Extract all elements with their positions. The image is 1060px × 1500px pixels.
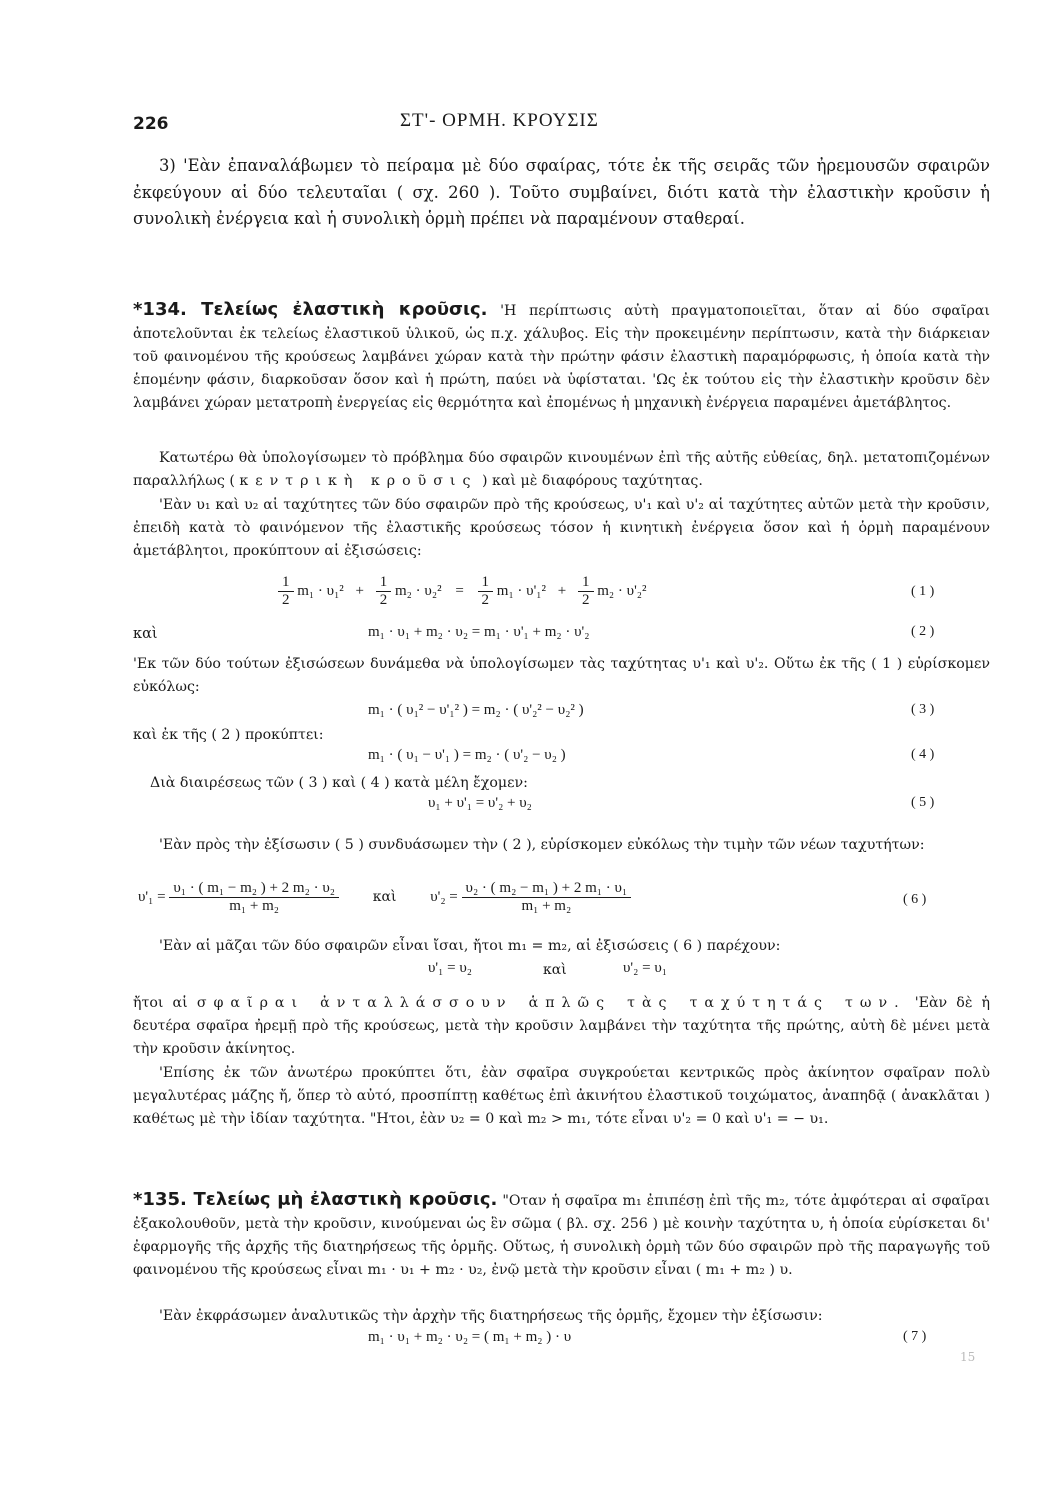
equation-7 (133, 1329, 953, 1353)
eq-number-7: ( 7 ) (903, 1329, 927, 1344)
eq-number-6: ( 6 ) (903, 892, 927, 907)
p7-part-a: ἤτοι αἱ (133, 995, 188, 1011)
fraction-half-4: $\frac{1}{2}$ (578, 574, 594, 609)
eq-eq-kai: καὶ (543, 962, 567, 978)
section-135-p1 (133, 1188, 990, 1282)
section-134-p3: 'Εὰν υ₁ καὶ υ₂ αἱ ταχύτητες τῶν δύο σφαιρῶν πρὸ τῆς κρούσεως, υ'₁ καὶ υ'₂ αἱ ταχύτητες αὐτῶν μετὰ τὴν κροῦσιν, ἐπειδὴ κατὰ τὸ φαινόμενον τῆς ἐλαστικῆς κρούσεως τόσον ἡ κινητικὴ ἐνέργεια ὅσον καὶ ἡ ὁρμὴ παραμένουν ἀμετάβλητοι, προκύπτουν αἱ ἐξισώσεις: (133, 497, 990, 560)
eq4-body: m₁ · ( υ₁ − υ'₁ ) = m₂ · ( υ'₂ − υ₂ ) (368, 747, 566, 763)
section-134-p8: 'Επίσης ἐκ τῶν ἀνωτέρω προκύπτει ὅτι, ἐὰν σφαῖρα συγκρούεται κεντρικῶς πρὸς ἀκίνητον σφαῖραν πολὺ μεγαλυτέρας μάζης ἤ, ὅπερ τὸ αὐτό, προσπίπτῃ καθέτως ἐπὶ ἀκινήτου ἐλαστικοῦ τοιχώματος, ἀναπηδᾷ ( ἀνακλᾶται ) καθέτως μὲ τὴν ἰδίαν ταχύτητα. "Ητοι, ἐὰν υ₂ = 0 καὶ m₂ > m₁, τότε εἶναι υ'₂ = 0 καὶ υ'₁ = − υ₁. (133, 1065, 990, 1128)
dia-line: Διὰ διαιρέσεως τῶν ( 3 ) καὶ ( 4 ) κατὰ μέλη ἔχομεν: (150, 775, 528, 791)
equation-1: $\frac{1}{2}$ m₁ · υ₁² + $\frac{1}{2}$ m₂ · υ₂² = $\frac{1}{2}$ m₁ · υ'₁² + $\frac{1}{2}$ m₂ · υ'₂² ( 1 ) (133, 574, 953, 614)
eq6-kai: καὶ (372, 888, 397, 905)
eq-number-1: ( 1 ) (911, 584, 935, 599)
eq6-fraction-1: $\frac{\text{υ₁ · ( m₁ − m₂ ) + 2 m₂ · υ₂}}{\text{m₁ + m₂}}$ (169, 880, 339, 915)
section-134-p1-text: 'Η περίπτωσις αὐτὴ πραγματοποιεῖται, ὅταν αἱ δύο σφαῖραι ἀποτελοῦνται ἐκ τελείως ἐλαστικοῦ ὑλικοῦ, ὡς π.χ. χάλυβος. Εἰς τὴν προκειμένην περίπτωσιν, κατὰ τὴν διάρκειαν τοῦ φαινομένου τῆς κρούσεως λαμβάνει χώραν κατὰ τὴν πρώτην φάσιν ἐλαστικὴ παραμόρφωσις, ἡ ὁποία κατὰ τὴν ἑπομένην φάσιν, διαρκοῦσαν ὅσον καὶ ἡ πρώτη, παύει νὰ ὑφίσταται. 'Ως ἐκ τούτου εἰς τὴν ἐλαστικὴν κροῦσιν δὲν λαμβάνει χώραν μετατροπὴ ἐνεργείας εἰς θερμότητα καὶ ἐπομένως ἡ μηχανικὴ ἐνέργεια παραμένει ἀμετάβλητος. (133, 303, 990, 412)
fraction-half-1: $\frac{1}{2}$ (278, 574, 294, 609)
section-134-p5: 'Εὰν πρὸς τὴν ἐξίσωσιν ( 5 ) συνδυάσωμεν τὴν ( 2 ), εὑρίσκομεν εὐκόλως τὴν τιμὴν τῶν νέων ταχυτήτων: (159, 837, 925, 853)
eq-number-4: ( 4 ) (911, 747, 935, 762)
section-134-p7 (133, 992, 990, 1061)
equation-6 (133, 880, 953, 930)
eq7-body: m₁ · υ₁ + m₂ · υ₂ = ( m₁ + m₂ ) · υ (368, 1329, 572, 1345)
eq2-body: m₁ · υ₁ + m₂ · υ₂ = m₁ · υ'₁ + m₂ · υ'₂ (368, 624, 590, 640)
eq6-lhs1: υ'₁ = (138, 888, 166, 905)
eq5-body: υ₁ + υ'₁ = υ'₂ + υ₂ (428, 795, 532, 811)
kai-ek-line: καὶ ἐκ τῆς ( 2 ) προκύπτει: (133, 727, 324, 743)
eq-eq-a: υ'₁ = υ₂ (428, 960, 472, 976)
page-number: 226 (133, 114, 169, 134)
section-135-title: *135. Τελείως μὴ ἐλαστικὴ κροῦσις. (133, 1189, 498, 1210)
term-1: m₁ · υ₁² (297, 582, 344, 599)
fraction-half-2: $\frac{1}{2}$ (376, 574, 392, 609)
section-134-p6: 'Εὰν αἱ μᾶζαι τῶν δύο σφαιρῶν εἶναι ἴσαι, ἤτοι m₁ = m₂, αἱ ἐξισώσεις ( 6 ) παρέχουν: (159, 938, 781, 954)
term-3: m₁ · υ'₁² (496, 582, 547, 599)
section-135-p1-text: "Οταν ἡ σφαῖρα m₁ ἐπιπέσῃ ἐπὶ τῆς m₂, τότε ἀμφότεραι αἱ σφαῖραι ἐξακολουθοῦν, μετὰ τὴν κροῦσιν, κινούμεναι ὡς ἓν σῶμα ( βλ. σχ. 256 ) μὲ κοινὴν ταχύτητα υ, ἡ ὁποία εὑρίσκεται δι' ἐφαρμογῆς τῆς ἀρχῆς τῆς διατηρήσεως τῆς ὁρμῆς. Οὕτως, ἡ συνολικὴ ὁρμὴ τῶν δύο σφαιρῶν πρὸ τῆς παραγωγῆς τοῦ φαινομένου τῆς κρούσεως εἶναι m₁ · υ₁ + m₂ · υ₂, ἐνῷ μετὰ τὴν κροῦσιν εἶναι ( m₁ + m₂ ) υ. (133, 1193, 991, 1279)
equation-4 (133, 747, 953, 771)
section-134-p1 (133, 298, 990, 415)
equal-mass-result (133, 960, 953, 984)
equation-5 (133, 795, 953, 819)
p2-part-c: ) καὶ μὲ διαφόρους ταχύτητας. (481, 473, 703, 490)
eq-number-2: ( 2 ) (911, 624, 935, 639)
equation-3 (133, 702, 953, 726)
eq6-fraction-2: $\frac{\text{υ₂ · ( m₂ − m₁ ) + 2 m₁ · υ₁}}{\text{m₁ + m₂}}$ (462, 880, 632, 915)
p2-emphasis: κεντρικὴ κροῦσις (239, 473, 478, 490)
p2-part-a: Κατωτέρω θὰ ὑπολογίσωμεν τὸ πρόβλημα δύο σφαιρῶν κινουμένων ἐπὶ τῆς αὐτῆς εὐθείας, δηλ. μετατοπιζομένων παραλλήλως ( (133, 450, 990, 490)
eq-number-3: ( 3 ) (911, 702, 935, 717)
equation-2 (133, 624, 953, 648)
eq-number-5: ( 5 ) (911, 795, 935, 810)
section-134-title: *134. Τελείως ἐλαστικὴ κροῦσις. (133, 299, 488, 320)
eq6-lhs2: υ'₂ = (430, 888, 458, 905)
paragraph-3: 3) 'Εὰν ἐπαναλάβωμεν τὸ πείραμα μὲ δύο σφαίρας, τότε ἐκ τῆς σειρᾶς τῶν ἠρεμουσῶν σφαιρῶν ἐκφεύγουν αἱ δύο τελευταῖαι ( σχ. 260 ). Τοῦτο συμβαίνει, διότι κατὰ τὴν ἐλαστικὴν κροῦσιν ἡ συνολικὴ ἐνέργεια καὶ ἡ συνολικὴ ὁρμὴ πρέπει νὰ παραμένουν σταθεραί. (133, 156, 990, 228)
fraction-half-3: $\frac{1}{2}$ (478, 574, 494, 609)
eq-eq-b: υ'₂ = υ₁ (623, 960, 667, 976)
section-134-p4: 'Εκ τῶν δύο τούτων ἐξισώσεων δυνάμεθα νὰ ὑπολογίσωμεν τὰς ταχύτητας υ'₁ καὶ υ'₂. Οὕτω ἐκ τῆς ( 1 ) εὑρίσκομεν εὐκόλως: (133, 656, 990, 696)
p7-emphasis: σφαῖραι ἀνταλλάσσουν ἁπλῶς τὰς ταχύτητάς των. (196, 995, 906, 1011)
term-2: m₂ · υ₂² (395, 582, 442, 599)
eq3-body: m₁ · ( υ₁² − υ'₁² ) = m₂ · ( υ'₂² − υ₂² ) (368, 702, 584, 718)
chapter-title: ΣΤ'- ΟΡΜΗ. ΚΡΟΥΣΙΣ (400, 110, 599, 131)
section-135-p2: 'Εὰν ἐκφράσωμεν ἀναλυτικῶς τὴν ἀρχὴν τῆς διατηρήσεως τῆς ὁρμῆς, ἔχομεν τὴν ἐξίσωσιν: (159, 1308, 823, 1324)
faint-page-mark: 15 (960, 1350, 976, 1364)
term-4: m₂ · υ'₂² (597, 582, 647, 599)
eq2-lead: καὶ (133, 626, 158, 642)
section-134-p2 (133, 447, 990, 493)
p7-part-c: 'Εὰν δὲ ἡ δευτέρα σφαῖρα ἠρεμῇ πρὸ τῆς κρούσεως, μετὰ τὴν κροῦσιν λαμβάνει τὴν ταχύτητα τῆς πρώτης, αὐτὴ δὲ μένει μετὰ τὴν κροῦσιν ἀκίνητος. (133, 995, 991, 1058)
